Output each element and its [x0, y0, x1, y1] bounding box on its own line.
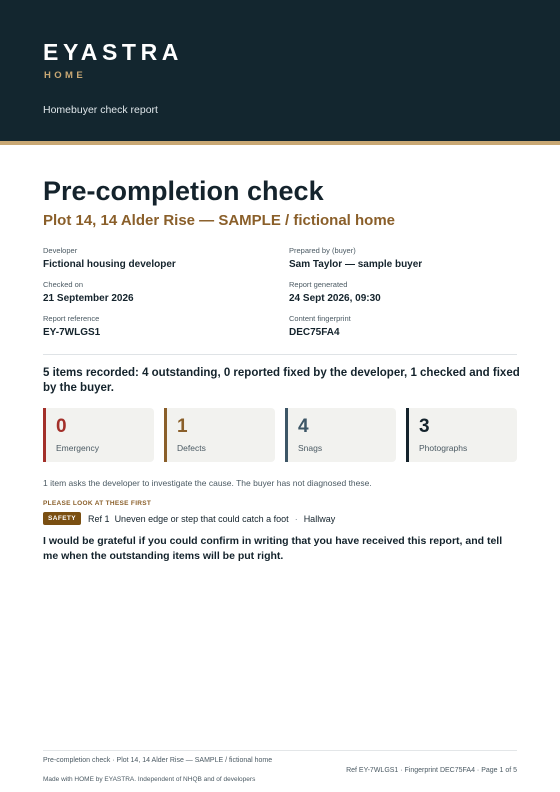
stat-card-photographs: [406, 408, 517, 462]
meta-report-generated: [289, 280, 519, 305]
stat-card-accent: [43, 408, 46, 462]
meta-label: Developer: [43, 246, 78, 255]
meta-value: 24 Sept 2026, 09:30: [289, 293, 381, 304]
stat-card-defects: [164, 408, 275, 462]
stat-card-value: 1: [177, 416, 188, 437]
meta-content-fingerprint: [289, 314, 519, 339]
stat-card-accent: [406, 408, 409, 462]
item-location: Hallway: [303, 513, 336, 524]
stat-card-accent: [164, 408, 167, 462]
stat-card-label: Defects: [177, 443, 206, 453]
meta-prepared-by: [289, 246, 519, 271]
stat-card-accent: [285, 408, 288, 462]
stat-card-snags: [285, 408, 396, 462]
header-accent-rule: [0, 141, 560, 145]
stat-card-value: 4: [298, 416, 309, 437]
stat-card-emergency: [43, 408, 154, 462]
meta-label: Report generated: [289, 280, 348, 289]
meta-value: EY-7WLGS1: [43, 327, 101, 338]
section-divider: [43, 354, 517, 355]
stat-card-label: Snags: [298, 443, 323, 453]
priority-heading: PLEASE LOOK AT THESE FIRST: [43, 500, 152, 507]
meta-report-reference: [43, 314, 273, 339]
item-description: Uneven edge or step that could catch a foot: [114, 513, 289, 524]
meta-checked-on: [43, 280, 273, 305]
meta-value: Fictional housing developer: [43, 259, 176, 270]
property-subtitle: Plot 14, 14 Alder Rise — SAMPLE / fictional home: [43, 212, 396, 229]
page-title: Pre-completion check: [43, 176, 324, 206]
meta-value: DEC75FA4: [289, 327, 340, 338]
report-type: Homebuyer check report: [43, 104, 158, 116]
meta-label: Checked on: [43, 280, 84, 289]
meta-developer: [43, 246, 273, 271]
item-separator: ·: [294, 513, 298, 524]
footer-divider: [43, 750, 517, 751]
item-ref: Ref 1: [88, 513, 110, 524]
meta-label: Content fingerprint: [289, 314, 351, 323]
investigate-note: 1 item asks the developer to investigate the cause. The buyer has not diagnosed these.: [43, 478, 372, 488]
meta-label: Report reference: [43, 314, 100, 323]
footer-made-with: Made with HOME by EYASTRA. Independent of NHQB and of developers: [43, 776, 256, 783]
stat-card-label: Emergency: [56, 443, 99, 453]
footer-reference: Ref EY-7WLGS1 · Fingerprint DEC75FA4 · Page 1 of 5: [346, 767, 517, 774]
items-summary: 5 items recorded: 4 outstanding, 0 reported fixed by the developer, 1 checked and fixed by the buyer.: [43, 367, 520, 394]
brand-sub-text: HOME: [44, 70, 87, 81]
stat-card-value: 3: [419, 416, 430, 437]
stat-card-value: 0: [56, 416, 67, 437]
meta-label: Prepared by (buyer): [289, 246, 356, 255]
meta-value: 21 September 2026: [43, 293, 134, 304]
meta-value: Sam Taylor — sample buyer: [289, 259, 423, 270]
confirmation-request: I would be grateful if you could confirm in writing that you have received this report, and tell me when the outstanding items will be put right.: [43, 535, 503, 562]
footer-document-title: Pre-completion check · Plot 14, 14 Alder Rise — SAMPLE / fictional home: [43, 757, 273, 764]
stat-card-label: Photographs: [419, 443, 468, 453]
brand-logo-text: EYASTRA: [43, 39, 183, 65]
priority-item: [43, 512, 335, 525]
safety-badge: SAFETY: [43, 512, 81, 525]
